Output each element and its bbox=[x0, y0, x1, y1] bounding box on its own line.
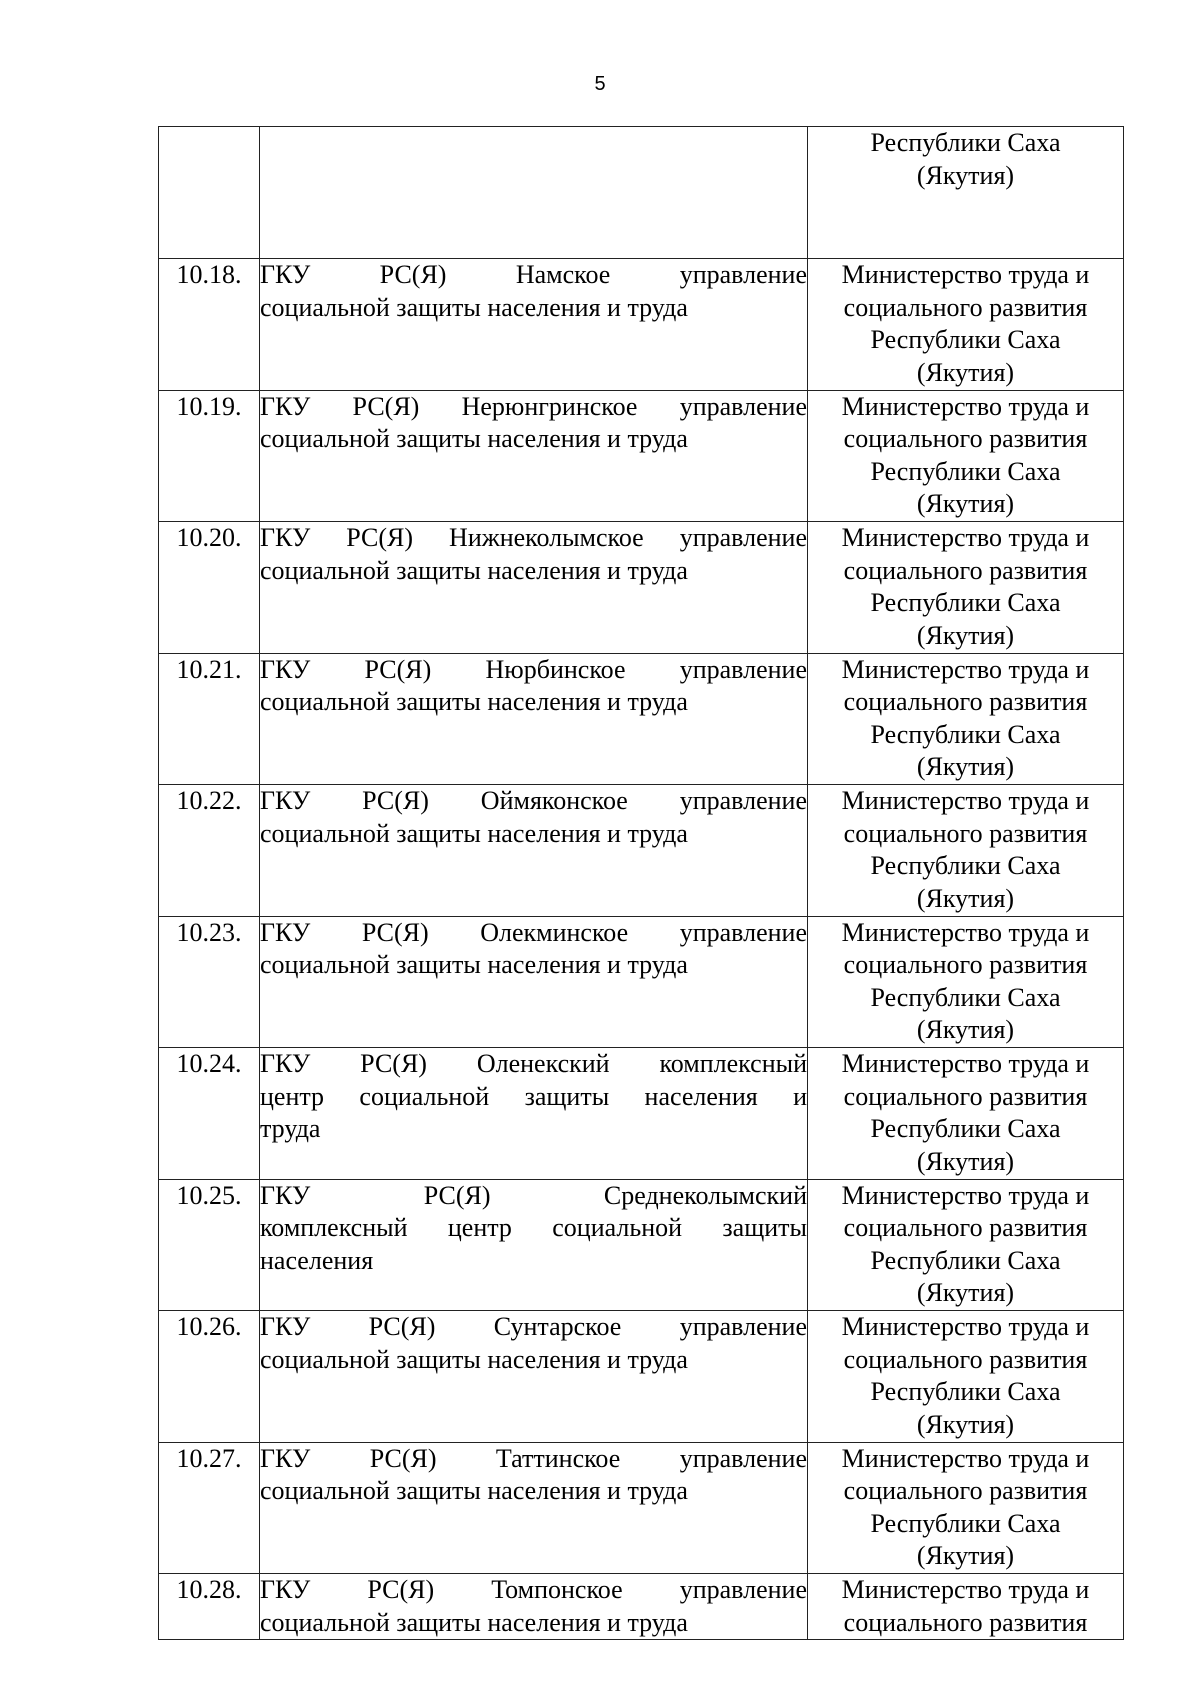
ministry-line: социального развития bbox=[843, 424, 1088, 453]
ministry-line: Министерство труда и bbox=[841, 260, 1090, 289]
table-row bbox=[159, 127, 1124, 259]
institution-name-line: ГКУ РС(Я) Сунтарское управление bbox=[260, 1312, 807, 1341]
row-number-cell: 10.23. bbox=[159, 916, 260, 1048]
ministry-line: социального развития bbox=[843, 555, 1088, 585]
table-row bbox=[159, 785, 1124, 917]
institution-name-line: социальной защиты населения и труда bbox=[260, 292, 688, 322]
ministry-cell bbox=[808, 1048, 1124, 1180]
ministry-line: (Якутия) bbox=[916, 489, 1015, 518]
ministry-line: Республики Саха bbox=[870, 325, 1061, 354]
institution-name-line: ГКУ РС(Я) Среднеколымский bbox=[260, 1180, 807, 1210]
ministry-line: Республики Саха bbox=[870, 851, 1061, 880]
institution-name-cell bbox=[260, 1048, 808, 1180]
ministry-line: (Якутия) bbox=[916, 1541, 1015, 1570]
ministry-cell bbox=[808, 785, 1124, 917]
ministry-cell bbox=[808, 916, 1124, 1048]
institution-name-line: ГКУ РС(Я) Оленекский комплексный bbox=[260, 1049, 807, 1078]
row-number-cell: 10.18. bbox=[159, 259, 260, 391]
table-row bbox=[159, 1048, 1124, 1180]
ministry-line: Министерство труда и bbox=[841, 1443, 1090, 1473]
institution-name-line: труда bbox=[260, 1114, 321, 1143]
ministry-line: (Якутия) bbox=[916, 1015, 1015, 1044]
row-number-cell: 10.21. bbox=[159, 653, 260, 785]
table-row bbox=[159, 653, 1124, 785]
institution-name-line: социальной защиты населения и труда bbox=[260, 1344, 688, 1374]
table-row bbox=[159, 1442, 1124, 1574]
ministry-line: (Якутия) bbox=[916, 160, 1015, 190]
row-number-cell: 10.28. bbox=[159, 1574, 260, 1640]
institution-name-line: центр социальной защиты населения и bbox=[260, 1081, 807, 1111]
ministry-line: Министерство труда и bbox=[841, 786, 1090, 815]
ministry-line: социального развития bbox=[843, 1476, 1088, 1505]
ministry-line: Министерство труда и bbox=[841, 1180, 1090, 1210]
institution-name-line: социальной защиты населения и труда bbox=[260, 555, 688, 585]
ministry-line: социального развития bbox=[843, 1344, 1088, 1374]
ministry-cell bbox=[808, 259, 1124, 391]
institution-name-cell bbox=[260, 259, 808, 391]
institution-name-cell bbox=[260, 1311, 808, 1443]
ministry-line: Республики Саха bbox=[870, 1114, 1061, 1143]
institution-name-cell bbox=[260, 390, 808, 522]
ministry-line: социального развития bbox=[843, 687, 1088, 716]
table-row bbox=[159, 259, 1124, 391]
table-row bbox=[159, 916, 1124, 1048]
institution-name-cell bbox=[260, 1442, 808, 1574]
institution-name-line: ГКУ РС(Я) Нюрбинское управление bbox=[260, 654, 807, 684]
institution-name-line: ГКУ РС(Я) Таттинское управление bbox=[260, 1443, 807, 1473]
ministry-line: Республики Саха bbox=[870, 456, 1061, 486]
institution-name-cell bbox=[260, 916, 808, 1048]
institution-name-cell bbox=[260, 522, 808, 654]
institution-name-line: социальной защиты населения и труда bbox=[260, 1607, 688, 1637]
ministry-line: Министерство труда и bbox=[841, 391, 1090, 421]
institution-name-line: социальной защиты населения и труда bbox=[260, 1476, 688, 1505]
row-number-cell: 10.26. bbox=[159, 1311, 260, 1443]
ministry-cell bbox=[808, 127, 1124, 259]
row-number-cell: 10.25. bbox=[159, 1179, 260, 1311]
ministry-line: Республики Саха bbox=[870, 1508, 1061, 1538]
ministry-line: (Якутия) bbox=[916, 1278, 1015, 1307]
institution-name-line: ГКУ РС(Я) Олекминское управление bbox=[260, 917, 807, 947]
ministry-line: социального развития bbox=[843, 1607, 1088, 1637]
ministry-line: социального развития bbox=[843, 1081, 1088, 1111]
ministry-line: Республики Саха bbox=[870, 128, 1061, 157]
ministry-line: (Якутия) bbox=[916, 752, 1015, 781]
ministry-cell bbox=[808, 1442, 1124, 1574]
ministry-line: (Якутия) bbox=[916, 1409, 1015, 1439]
institution-name-line: ГКУ РС(Я) Нижнеколымское управление bbox=[260, 523, 807, 552]
ministry-line: Министерство труда и bbox=[841, 523, 1090, 552]
ministry-line: социального развития bbox=[843, 292, 1088, 322]
page-number: 5 bbox=[594, 73, 606, 95]
institution-name-line: ГКУ РС(Я) Томпонское управление bbox=[260, 1575, 807, 1604]
ministry-line: Министерство труда и bbox=[841, 917, 1090, 947]
institution-name-line: ГКУ РС(Я) Нерюнгринское управление bbox=[260, 391, 807, 421]
ministry-line: Республики Саха bbox=[870, 719, 1061, 749]
ministry-line: Республики Саха bbox=[870, 1377, 1061, 1406]
institution-name-cell bbox=[260, 127, 808, 259]
row-number-cell: 10.22. bbox=[159, 785, 260, 917]
institution-name-cell bbox=[260, 1179, 808, 1311]
row-number-cell: 10.24. bbox=[159, 1048, 260, 1180]
institution-name-line: ГКУ РС(Я) Намское управление bbox=[260, 260, 807, 289]
ministry-line: (Якутия) bbox=[916, 883, 1015, 913]
table-row bbox=[159, 1179, 1124, 1311]
ministry-cell bbox=[808, 390, 1124, 522]
ministry-cell bbox=[808, 1574, 1124, 1640]
institution-name-line: социальной защиты населения и труда bbox=[260, 818, 688, 848]
ministry-line: Министерство труда и bbox=[841, 1049, 1090, 1078]
ministry-line: Министерство труда и bbox=[841, 1312, 1090, 1341]
table-row bbox=[159, 522, 1124, 654]
ministry-line: Республики Саха bbox=[870, 982, 1061, 1012]
ministry-line: социального развития bbox=[843, 950, 1088, 979]
ministry-cell bbox=[808, 522, 1124, 654]
ministry-line: (Якутия) bbox=[916, 357, 1015, 387]
ministry-cell bbox=[808, 1311, 1124, 1443]
institutions-table bbox=[158, 126, 1124, 1640]
institution-name-line: населения bbox=[260, 1245, 374, 1275]
institution-name-line: ГКУ РС(Я) Оймяконское управление bbox=[260, 786, 807, 815]
institution-name-cell bbox=[260, 1574, 808, 1640]
ministry-line: социального развития bbox=[843, 818, 1088, 848]
row-number-cell bbox=[159, 127, 260, 259]
ministry-line: социального развития bbox=[843, 1213, 1088, 1242]
table-row bbox=[159, 390, 1124, 522]
institution-name-line: комплексный центр социальной защиты bbox=[260, 1213, 807, 1242]
ministry-line: Республики Саха bbox=[870, 588, 1061, 617]
institution-name-cell bbox=[260, 653, 808, 785]
row-number-cell: 10.19. bbox=[159, 390, 260, 522]
row-number-cell: 10.20. bbox=[159, 522, 260, 654]
table-row bbox=[159, 1574, 1124, 1640]
ministry-line: Министерство труда и bbox=[841, 1575, 1090, 1604]
table-row bbox=[159, 1311, 1124, 1443]
ministry-line: Республики Саха bbox=[870, 1245, 1061, 1275]
ministry-cell bbox=[808, 653, 1124, 785]
institution-name-line: социальной защиты населения и труда bbox=[260, 950, 688, 979]
ministry-cell bbox=[808, 1179, 1124, 1311]
ministry-line: (Якутия) bbox=[916, 1146, 1015, 1176]
row-number-cell: 10.27. bbox=[159, 1442, 260, 1574]
ministry-line: (Якутия) bbox=[916, 620, 1015, 650]
ministry-line: Министерство труда и bbox=[841, 654, 1090, 684]
institution-name-cell bbox=[260, 785, 808, 917]
institution-name-line: социальной защиты населения и труда bbox=[260, 687, 688, 716]
institution-name-line: социальной защиты населения и труда bbox=[260, 424, 688, 453]
